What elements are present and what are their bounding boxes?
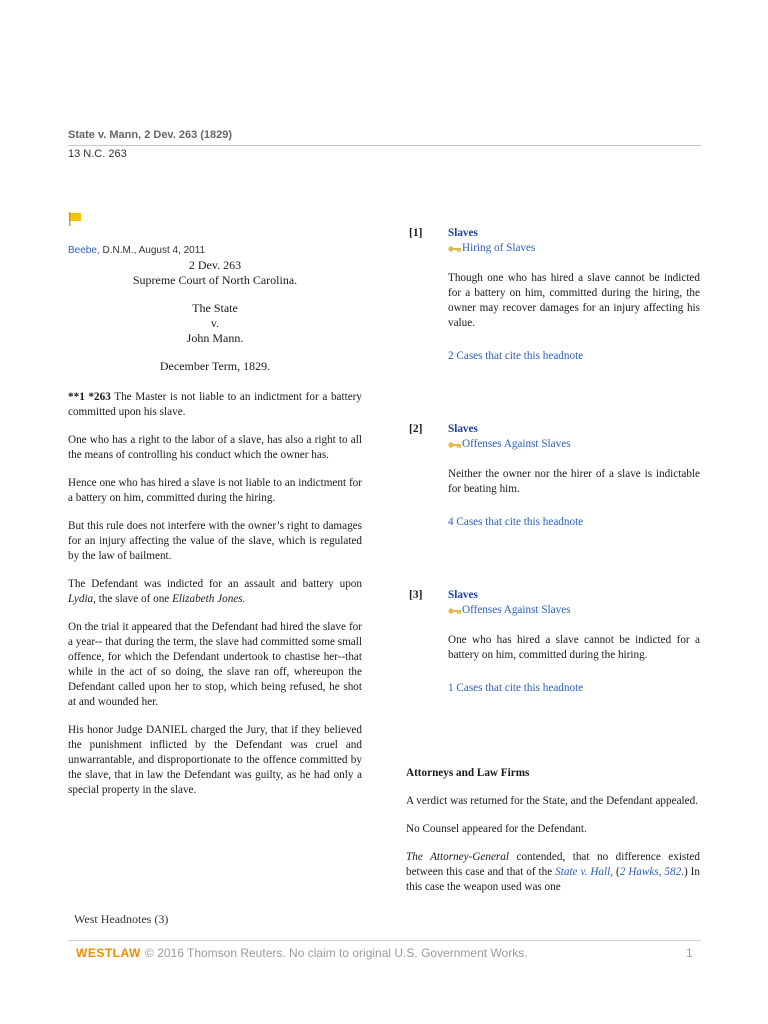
headnote-text: One who has hired a slave cannot be indicted for a battery on him, committed during the hiring. bbox=[448, 634, 700, 661]
citing-cases-link[interactable]: 4 Cases that cite this headnote bbox=[448, 516, 584, 528]
versus: v. bbox=[210, 316, 220, 330]
footer-copyright: © 2016 Thomson Reuters. No claim to original U.S. Government Works. bbox=[145, 946, 528, 960]
reporter-cite: 2 Dev. 263 bbox=[188, 258, 242, 272]
headnote-key[interactable]: Offenses Against Slaves bbox=[448, 603, 700, 618]
headnotes-column bbox=[406, 226, 700, 908]
byline-date: D.N.M., August 4, 2011 bbox=[99, 245, 206, 256]
opinion-paragraph: His honor Judge DANIEL charged the Jury, that if they believed the punishment inflicted by the Defendant was cruel and unwarrantable, and disproportionate to the offence committed by the slave, that in law the Defendant was guilty, as he had only a special property in the slave. bbox=[68, 724, 362, 796]
page-number: 1 bbox=[686, 946, 693, 960]
case-link[interactable]: State v. Hall, bbox=[555, 866, 614, 878]
headnote-topic[interactable]: Slaves bbox=[448, 227, 478, 239]
west-headnotes-heading: West Headnotes (3) bbox=[74, 912, 169, 926]
case-link[interactable]: 2 Hawks, 582 bbox=[619, 866, 682, 878]
attorneys-paragraph: The Attorney-General contended, that no difference existed between this case and that of the State v. Hall, (2 Hawks, 582.) In this case the weapon used was one bbox=[406, 851, 700, 893]
headnote-number[interactable]: [2] bbox=[409, 423, 423, 435]
headnote-number[interactable]: [1] bbox=[409, 227, 423, 239]
opinion-paragraph: **1 *263 The Master is not liable to an indictment for a battery committed upon his slave. bbox=[68, 391, 363, 418]
document-title: State v. Mann, 2 Dev. 263 (1829) bbox=[68, 129, 233, 141]
attorneys-section bbox=[406, 766, 700, 895]
headnote-topic[interactable]: Slaves bbox=[448, 589, 478, 601]
header-divider bbox=[68, 145, 701, 146]
parallel-citation: 13 N.C. 263 bbox=[68, 148, 127, 160]
headnote-key[interactable]: Hiring of Slaves bbox=[448, 241, 700, 256]
headnote bbox=[406, 588, 700, 696]
westlaw-logo: WESTLAW bbox=[76, 946, 141, 960]
citing-cases-link[interactable]: 2 Cases that cite this headnote bbox=[448, 350, 584, 362]
attorneys-paragraph: A verdict was returned for the State, and the Defendant appealed. bbox=[406, 795, 698, 807]
party-plaintiff: The State bbox=[192, 301, 238, 315]
key-icon bbox=[448, 245, 461, 253]
court-name: Supreme Court of North Carolina. bbox=[132, 273, 298, 287]
attorneys-heading: Attorneys and Law Firms bbox=[406, 767, 530, 779]
opinion-paragraph: On the trial it appeared that the Defendant had hired the slave for a year-- that during the term, the slave had committed some small offence, for which the Defendant undertook to chastise her--that while in the act of so doing, the slave ran off, whereupon the Defendant called upon her to stop, which being refused, he shot at and wounded her. bbox=[68, 621, 362, 708]
party-defendant: John Mann. bbox=[186, 331, 244, 345]
key-icon bbox=[448, 441, 461, 449]
headnote bbox=[406, 226, 700, 364]
yellow-flag-icon[interactable] bbox=[68, 212, 82, 226]
opinion-paragraph: One who has a right to the labor of a slave, has also a right to all the means of controlling his conduct which the owner has. bbox=[68, 434, 362, 461]
headnote-text: Though one who has hired a slave cannot be indicted for a battery on him, committed during the hiring, the owner may recover damages for an injury affecting his value. bbox=[448, 272, 700, 329]
term: December Term, 1829. bbox=[159, 359, 271, 373]
byline bbox=[68, 243, 362, 258]
star-paging: **1 *263 bbox=[68, 391, 111, 403]
opinion-paragraph: The Defendant was indicted for an assault and battery upon Lydia, the slave of one Elizabeth Jones. bbox=[68, 578, 362, 605]
opinion-paragraph: But this rule does not interfere with the owner’s right to damages for an injury affecting the value of the slave, which is regulated by the law of bailment. bbox=[68, 520, 362, 562]
citing-cases-link[interactable]: 1 Cases that cite this headnote bbox=[448, 682, 584, 694]
headnote-number[interactable]: [3] bbox=[409, 589, 423, 601]
footer-divider bbox=[68, 940, 701, 941]
headnote-topic[interactable]: Slaves bbox=[448, 423, 478, 435]
headnote-key[interactable]: Offenses Against Slaves bbox=[448, 437, 700, 452]
headnote-text: Neither the owner nor the hirer of a slave is indictable for beating him. bbox=[448, 468, 700, 495]
author-link[interactable]: Beebe, bbox=[68, 245, 100, 256]
key-icon bbox=[448, 607, 461, 615]
opinion-column bbox=[68, 243, 362, 811]
opinion-paragraph: Hence one who has hired a slave is not liable to an indictment for a battery on him, committed during the hiring. bbox=[68, 477, 362, 504]
headnote bbox=[406, 422, 700, 530]
case-caption bbox=[68, 258, 362, 390]
attorneys-paragraph: No Counsel appeared for the Defendant. bbox=[406, 823, 587, 835]
